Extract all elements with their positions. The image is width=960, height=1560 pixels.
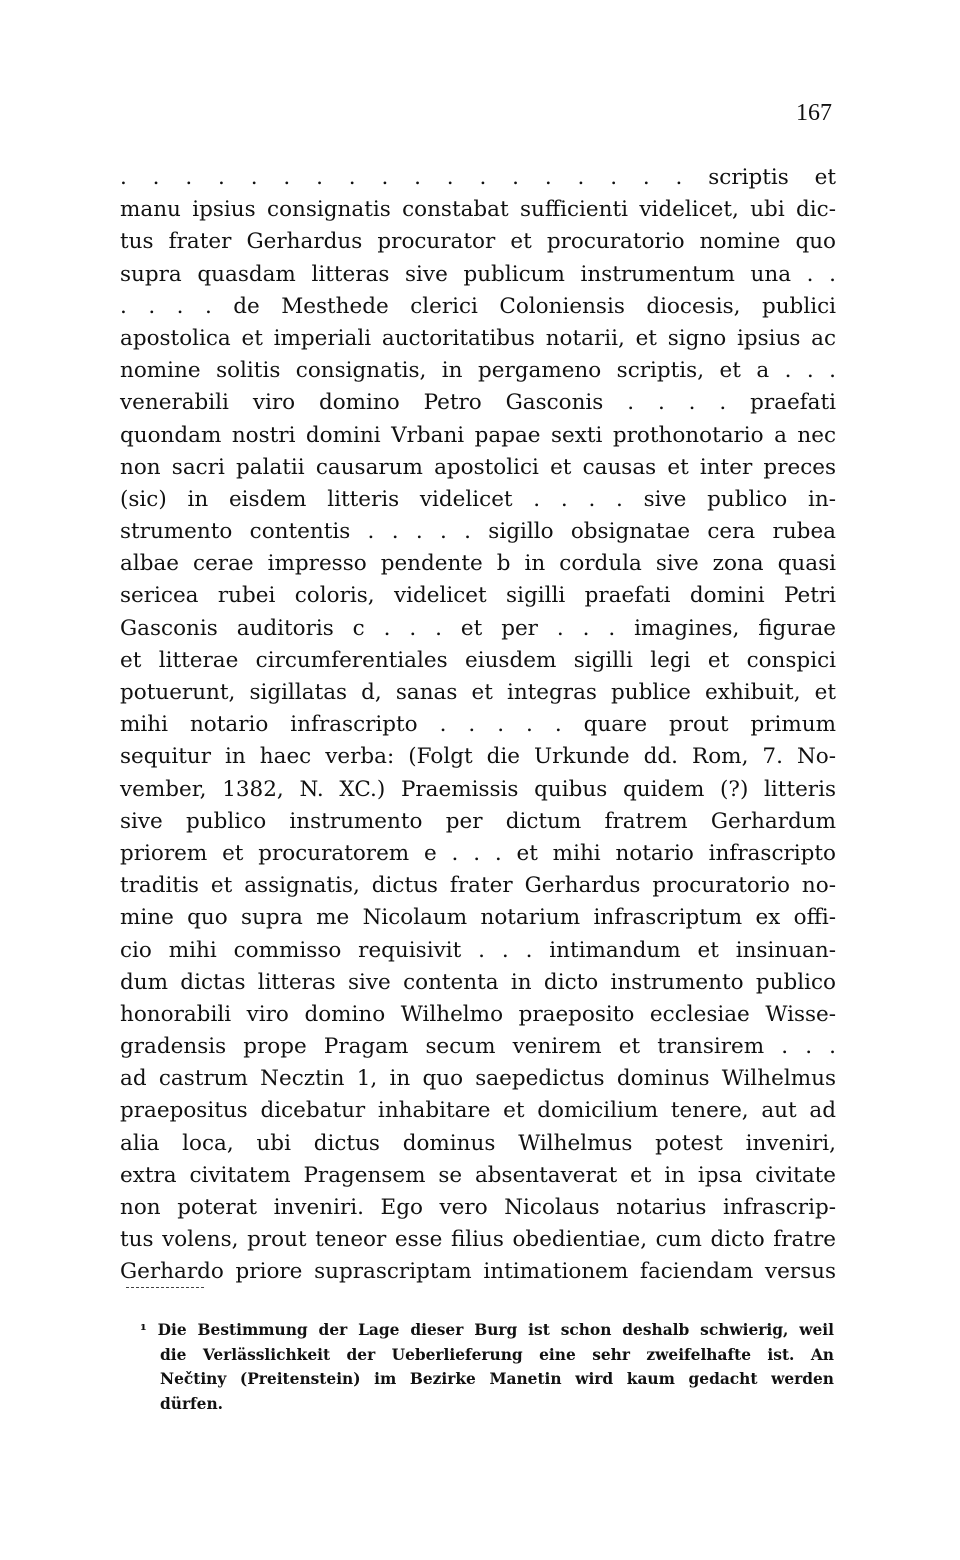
text-line: Gerhardo priore suprascriptam intimationem faciendam versus	[120, 1259, 836, 1285]
text-line: ad castrum Necztin 1, in quo saepedictus dominus Wilhelmus	[120, 1066, 836, 1092]
text-line: alia loca, ubi dictus dominus Wilhelmus potest inveniri,	[120, 1130, 836, 1156]
footnote-line: ¹ Die Bestimmung der Lage dieser Burg ist schon deshalb schwierig, weil	[140, 1321, 834, 1339]
text-line: tus frater Gerhardus procurator et procuratorio nomine quo	[120, 229, 836, 255]
text-line: Gasconis auditoris c . . . et per . . . imagines, figurae	[120, 615, 836, 641]
text-line: traditis et assignatis, dictus frater Gerhardus procuratorio no-	[120, 873, 836, 899]
text-line: sequitur in haec verba: (Folgt die Urkunde dd. Rom, 7. No-	[120, 744, 836, 770]
footnotes	[140, 1318, 834, 1416]
text-line: venerabili viro domino Petro Gasconis . . . . praefati	[120, 390, 836, 416]
text-line: non sacri palatii causarum apostolici et causas et inter preces	[120, 454, 836, 480]
text-line: . . . . de Mesthede clerici Coloniensis diocesis, publici	[120, 293, 836, 319]
text-line: extra civitatem Pragensem se absentaverat et in ipsa civitate	[120, 1162, 836, 1188]
text-line: tus volens, prout teneor esse filius obedientiae, cum dicto fratre	[120, 1227, 836, 1253]
text-line: vember, 1382, N. XC.) Praemissis quibus quidem (?) litteris	[120, 776, 836, 802]
text-line: apostolica et imperiali auctoritatibus notarii, et signo ipsius ac	[120, 325, 836, 351]
text-line: quondam nostri domini Vrbani papae sexti prothonotario a nec	[120, 422, 836, 448]
text-line: nomine solitis consignatis, in pergameno scriptis, et a . . .	[120, 358, 836, 384]
text-line: supra quasdam litteras sive publicum instrumentum una . .	[120, 261, 836, 287]
text-line: mine quo supra me Nicolaum notarium infrascriptum ex offi-	[120, 905, 836, 931]
footnote-line: dürfen.	[160, 1394, 224, 1413]
text-line: strumento contentis . . . . . sigillo obsignatae cera rubea	[120, 519, 836, 545]
text-line: praepositus dicebatur inhabitare et domicilium tenere, aut ad	[120, 1098, 836, 1124]
text-line: albae cerae impresso pendente b in cordula sive zona quasi	[120, 551, 836, 577]
page-number: 167	[796, 100, 832, 126]
text-line: dum dictas litteras sive contenta in dicto instrumento publico	[120, 969, 836, 995]
text-line: honorabili viro domino Wilhelmo praeposito ecclesiae Wisse-	[120, 1001, 836, 1027]
text-line: potuerunt, sigillatas d, sanas et integras publice exhibuit, et	[120, 680, 836, 705]
text-line: priorem et procuratorem e . . . et mihi notario infrascripto	[120, 840, 836, 866]
text-line: (sic) in eisdem litteris videlicet . . . . sive publico in-	[120, 486, 836, 512]
text-line: et litterae circumferentiales eiusdem sigilli legi et conspici	[120, 647, 836, 673]
footnote-separator	[126, 1287, 204, 1288]
footnote-line: die Verlässlichkeit der Ueberlieferung eine sehr zweifelhafte ist. An	[160, 1345, 834, 1364]
text-line: . . . . . . . . . . . . . . . . . . scriptis et	[120, 165, 836, 190]
text-line: non poterat inveniri. Ego vero Nicolaus notarius infrascrip-	[120, 1195, 836, 1220]
text-line: gradensis prope Pragam secum venirem et transirem . . .	[120, 1034, 836, 1060]
text-line: cio mihi commisso requisivit . . . intimandum et insinuan-	[120, 937, 836, 963]
text-line: sive publico instrumento per dictum fratrem Gerhardum	[120, 808, 836, 834]
body-text	[120, 162, 836, 1289]
footnote-line: Nečtiny (Preitenstein) im Bezirke Manetin wird kaum gedacht werden	[160, 1370, 834, 1388]
text-line: mihi notario infrascripto . . . . . quare prout primum	[120, 712, 836, 738]
text-line: sericea rubei coloris, videlicet sigilli praefati domini Petri	[120, 583, 836, 609]
text-line: manu ipsius consignatis constabat sufficienti videlicet, ubi dic-	[120, 197, 836, 223]
